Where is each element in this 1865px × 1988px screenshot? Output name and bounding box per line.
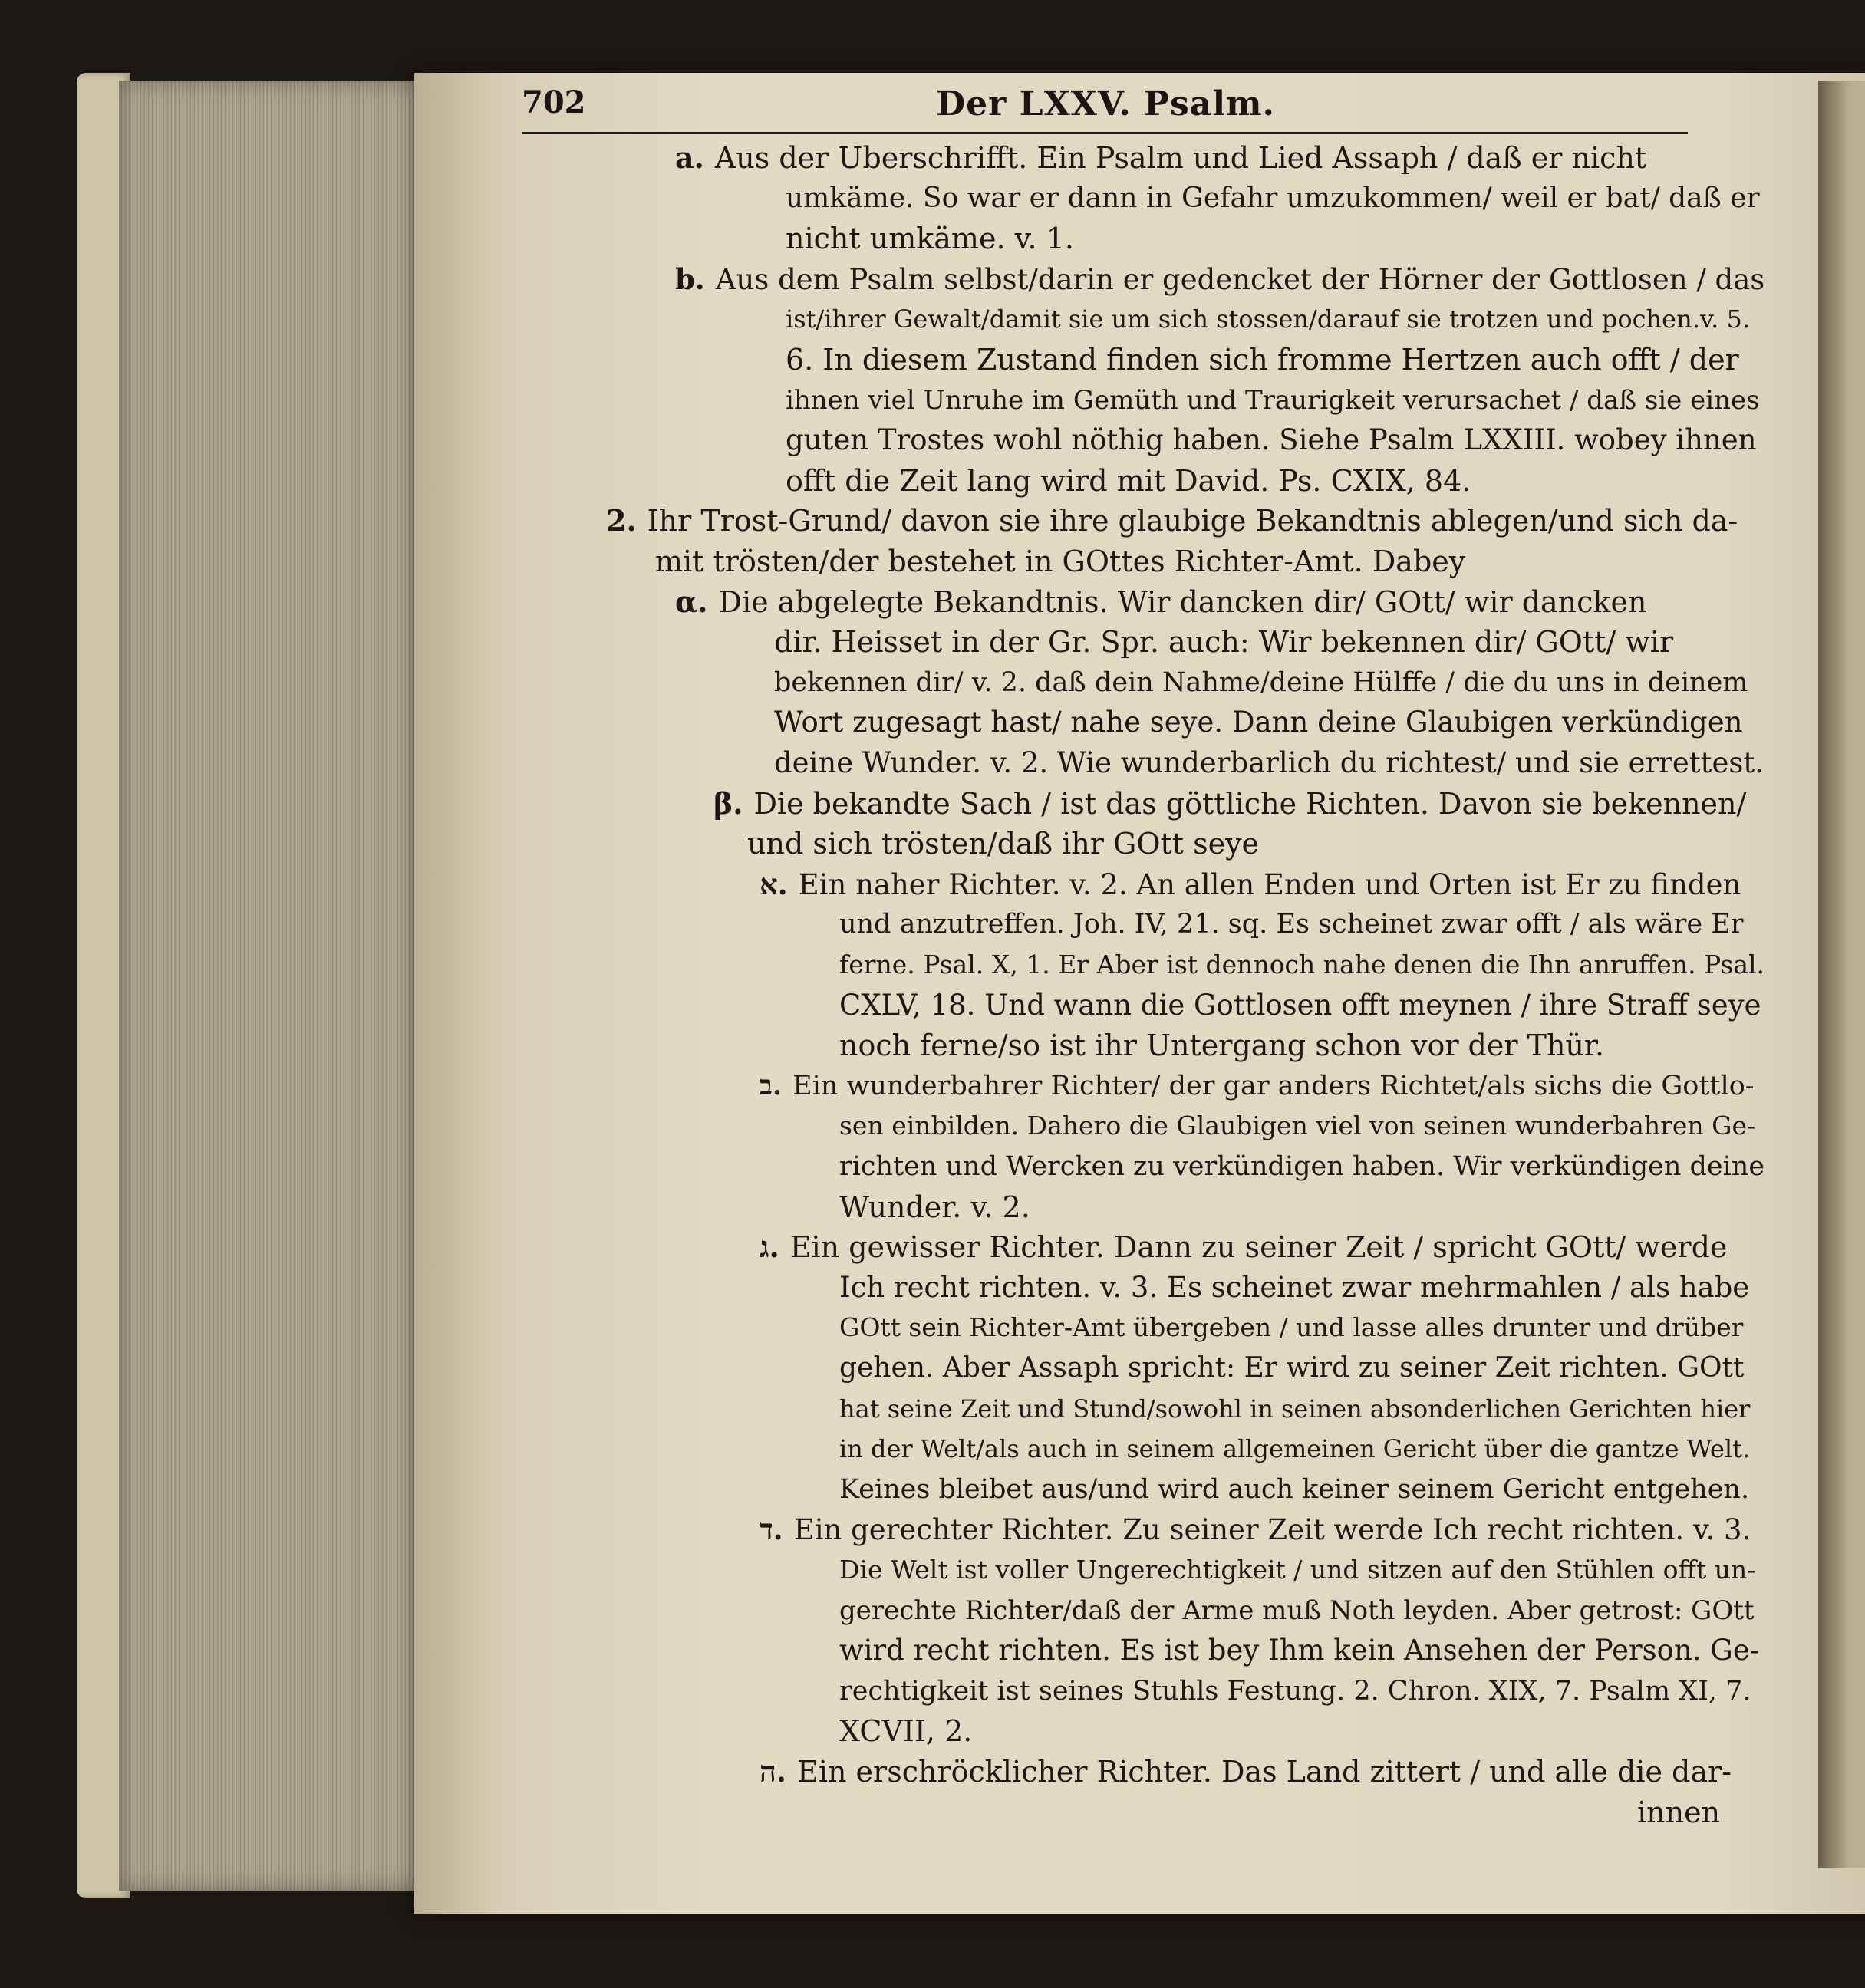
page-title: Der LXXV. Psalm. — [936, 84, 1275, 123]
line-text: 6. In diesem Zustand finden sich fromme Hertzen auch offt / der — [786, 343, 1739, 377]
line-text: GOtt sein Richter-Amt übergeben / und lasse alles drunter und drüber — [839, 1312, 1744, 1343]
line-text: CXLV, 18. Und wann die Gottlosen offt meynen / ihre Straff seye — [839, 988, 1761, 1022]
running-head — [522, 84, 1726, 130]
line-text: Aus dem Psalm selbst/darin er gedencket der Hörner der Gottlosen / das — [715, 262, 1765, 296]
line-marker: α. — [675, 584, 708, 619]
line-marker: ד. — [760, 1512, 783, 1547]
line-text: Ein wunderbahrer Richter/ der gar anders Richtet/als sichs die Gottlo- — [792, 1070, 1755, 1101]
line-text: gehen. Aber Assaph spricht: Er wird zu seiner Zeit richten. GOtt — [839, 1352, 1745, 1384]
text-line — [829, 986, 1761, 1025]
text-line — [829, 1106, 1755, 1146]
text-line — [829, 1025, 1604, 1065]
line-marker: ג. — [760, 1229, 779, 1265]
text-line — [829, 1671, 1751, 1711]
text-line — [760, 1509, 1751, 1549]
line-marker: a. — [675, 140, 704, 175]
text-line — [829, 1147, 1765, 1187]
text-line — [760, 864, 1741, 904]
text-line — [763, 622, 1673, 662]
line-text: innen — [1637, 1795, 1721, 1829]
line-text: in der Welt/als auch in seinem allgemeinen Gericht über die gantze Welt. — [839, 1434, 1751, 1464]
text-line — [775, 179, 1760, 219]
line-text: Keines bleibet aus/und wird auch keiner seinem Gericht entgehen. — [839, 1473, 1750, 1505]
text-line — [775, 340, 1739, 380]
line-text: sen einbilden. Dahero die Glaubigen viel von seinen wunderbahren Ge- — [839, 1111, 1756, 1141]
text-line — [644, 541, 1465, 581]
right-page-edge — [1818, 81, 1865, 1868]
line-text: ist/ihrer Gewalt/damit sie um sich stossen/darauf sie trotzen und pochen.v. 5. — [786, 304, 1751, 334]
text-line — [713, 784, 1746, 824]
line-marker: ב. — [760, 1069, 783, 1101]
line-text: mit trösten/der bestehet in GOttes Richter-Amt. Dabey — [655, 545, 1466, 578]
line-text: Wunder. v. 2. — [839, 1190, 1030, 1224]
line-text: offt die Zeit lang wird mit David. Ps. CXIX, 84. — [786, 463, 1471, 498]
text-line — [606, 501, 1738, 541]
text-line — [829, 1631, 1759, 1670]
text-line — [829, 1187, 1030, 1227]
text-line — [675, 138, 1646, 178]
line-text: Ich recht richten. v. 3. Es scheinet zwar mehrmahlen / als habe — [839, 1270, 1750, 1304]
text-line — [775, 219, 1074, 258]
text-line — [675, 582, 1646, 622]
text-line — [829, 1470, 1749, 1509]
line-text: ferne. Psal. X, 1. Er Aber ist dennoch nahe denen die Ihn anruffen. Psal. — [839, 950, 1765, 979]
line-text: gerechte Richter/daß der Arme muß Noth leyden. Aber getrost: GOtt — [839, 1595, 1755, 1626]
text-block — [606, 138, 1765, 1829]
text-line — [775, 420, 1757, 460]
line-marker: א. — [760, 867, 788, 901]
text-line — [829, 1550, 1755, 1590]
text-line — [760, 1066, 1755, 1106]
line-text: Aus der Uberschrifft. Ein Psalm und Lied Assaph / daß er nicht — [714, 141, 1647, 175]
header-rule — [522, 132, 1688, 134]
line-marker: b. — [675, 262, 705, 296]
text-line — [775, 461, 1471, 501]
line-text: hat seine Zeit und Stund/sowohl in seinen absonderlichen Gerichten hier — [839, 1394, 1751, 1424]
text-line — [763, 743, 1764, 783]
line-marker: ה. — [760, 1754, 787, 1789]
text-line — [760, 1752, 1732, 1792]
line-text: bekennen dir/ v. 2. daß dein Nahme/deine Hülffe / die du uns in deinem — [774, 667, 1748, 698]
line-text: Ein erschröcklicher Richter. Das Land zittert / und alle die dar- — [797, 1755, 1732, 1789]
text-line — [763, 703, 1742, 742]
text-line — [775, 380, 1760, 420]
line-text: XCVII, 2. — [839, 1714, 973, 1749]
line-text: Wort zugesagt hast/ nahe seye. Dann deine Glaubigen verkündigen — [774, 706, 1743, 739]
line-marker: 2. — [606, 503, 637, 538]
line-text: nicht umkäme. v. 1. — [786, 222, 1074, 256]
text-line — [829, 1711, 972, 1751]
line-marker: β. — [713, 785, 743, 821]
text-line — [829, 1591, 1755, 1631]
line-text: deine Wunder. v. 2. Wie wunderbarlich du richtest/ und sie errettest. — [774, 746, 1764, 779]
line-text: Die bekandte Sach / ist das göttliche Richten. Davon sie bekennen/ — [753, 786, 1747, 821]
line-text: und sich trösten/daß ihr GOtt seye — [747, 827, 1260, 861]
text-line — [1626, 1792, 1720, 1832]
line-text: ihnen viel Unruhe im Gemüth und Traurigkeit verursachet / daß sie eines — [786, 384, 1760, 416]
line-text: und anzutreffen. Joh. IV, 21. sq. Es scheinet zwar offt / als wäre Er — [839, 909, 1744, 940]
text-line — [829, 904, 1744, 944]
line-text: Ein naher Richter. v. 2. An allen Enden und Orten ist Er zu finden — [798, 867, 1741, 901]
text-line — [829, 1348, 1744, 1388]
line-text: Ein gerechter Richter. Zu seiner Zeit werde Ich recht richten. v. 3. — [793, 1513, 1751, 1547]
line-text: Die abgelegte Bekandtnis. Wir dancken dir/ GOtt/ wir dancken — [718, 584, 1647, 619]
text-line — [736, 824, 1259, 864]
line-text: Ein gewisser Richter. Dann zu seiner Zeit / spricht GOtt/ werde — [789, 1230, 1728, 1265]
line-text: rechtigkeit ist seines Stuhls Festung. 2. Chron. XIX, 7. Psalm XI, 7. — [839, 1675, 1751, 1707]
text-line — [829, 1308, 1743, 1348]
text-line — [829, 1389, 1750, 1429]
text-line — [763, 663, 1748, 703]
line-text: noch ferne/so ist ihr Untergang schon vor der Thür. — [839, 1029, 1604, 1063]
page-number: 702 — [522, 84, 586, 120]
text-line — [829, 1268, 1749, 1308]
text-line — [829, 1429, 1750, 1469]
line-text: dir. Heisset in der Gr. Spr. auch: Wir bekennen dir/ GOtt/ wir — [774, 625, 1674, 660]
line-text: wird recht richten. Es ist bey Ihm kein Ansehen der Person. Ge- — [839, 1634, 1760, 1667]
text-line — [829, 945, 1765, 985]
line-text: guten Trostes wohl nöthig haben. Siehe Psalm LXXIII. wobey ihnen — [786, 423, 1757, 457]
line-text: umkäme. So war er dann in Gefahr umzukommen/ weil er bat/ daß er — [786, 182, 1760, 214]
line-text: Die Welt ist voller Ungerechtigkeit / und sitzen auf den Stühlen offt un- — [839, 1555, 1756, 1585]
text-line — [775, 299, 1750, 339]
text-line — [675, 259, 1765, 299]
text-line — [760, 1227, 1727, 1267]
line-text: richten und Wercken zu verkündigen haben. Wir verkündigen deine — [839, 1151, 1765, 1182]
line-text: Ihr Trost-Grund/ davon sie ihre glaubige Bekandtnis ablegen/und sich da- — [647, 504, 1738, 538]
